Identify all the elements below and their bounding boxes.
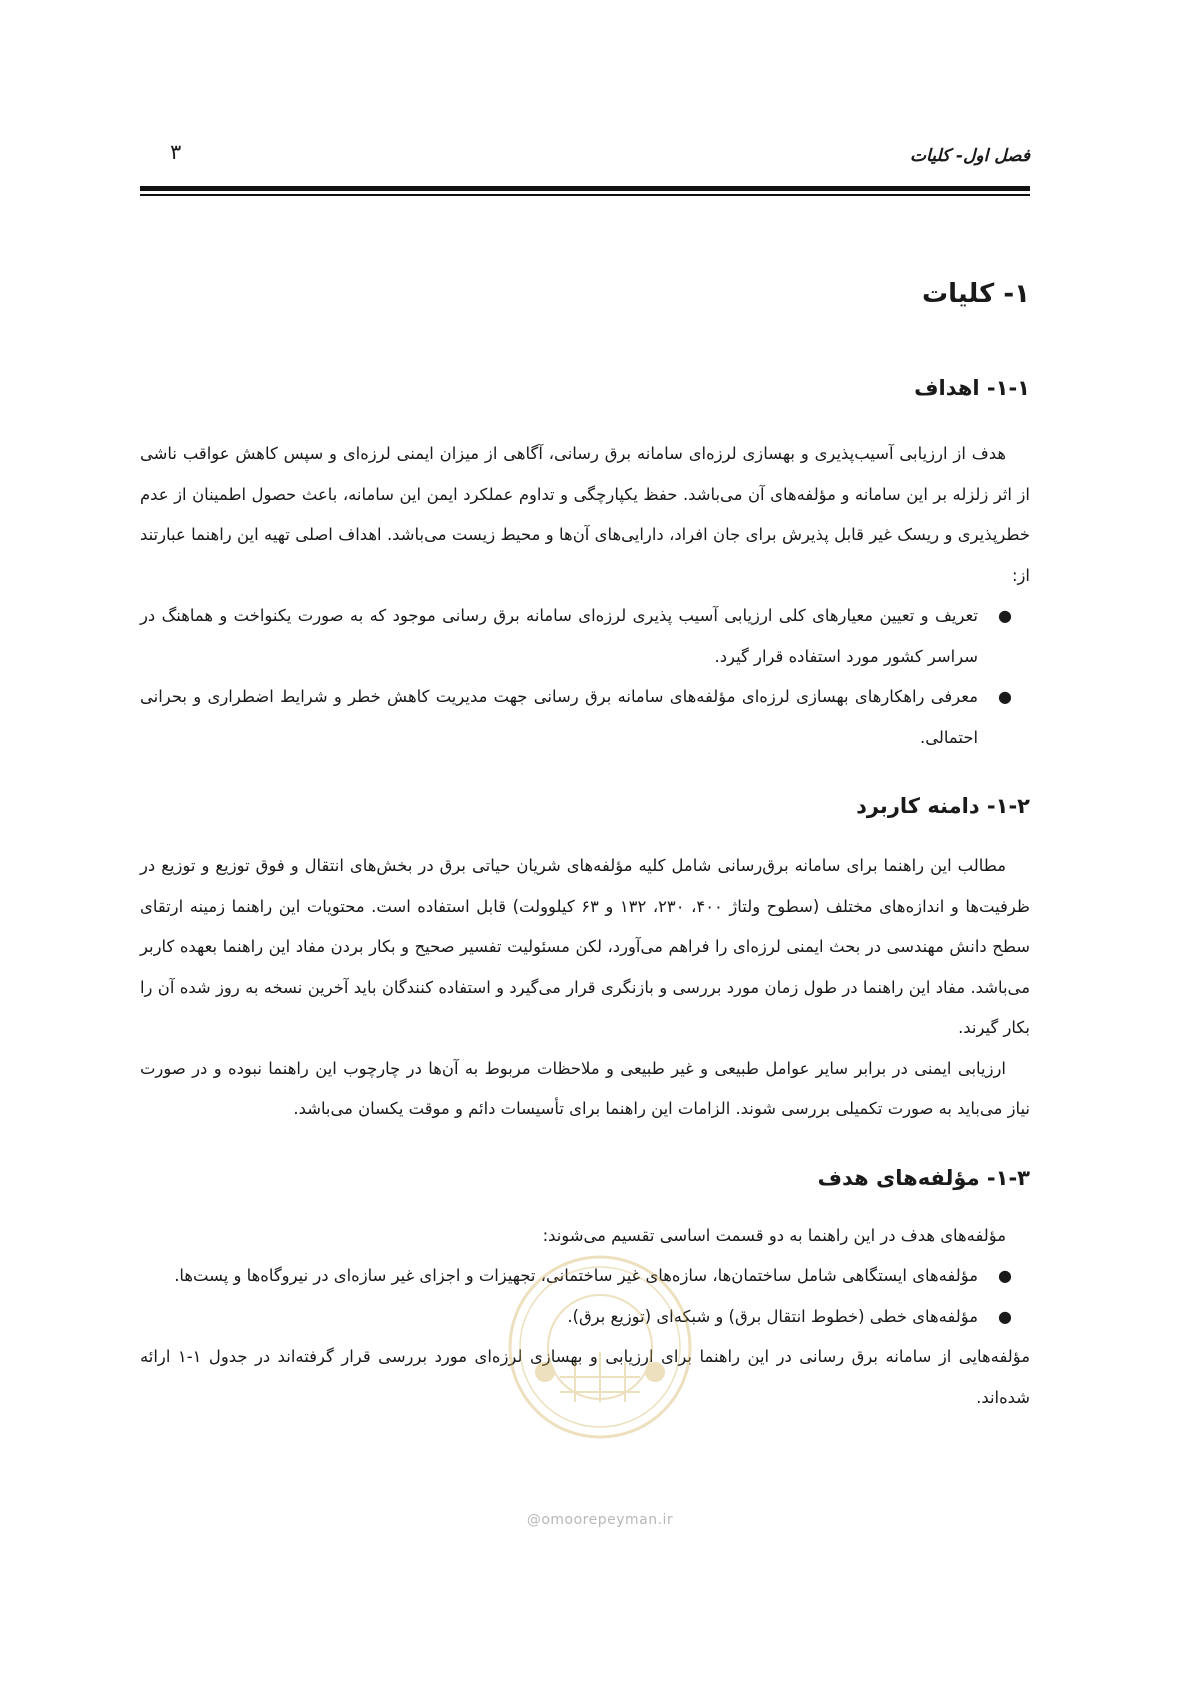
section-scope-title: ۱-۲- دامنه کاربرد xyxy=(856,794,1030,818)
target-intro-paragraph: مؤلفه‌های هدف در این راهنما به دو قسمت اساسی تقسیم می‌شوند: xyxy=(542,1225,1006,1245)
bullet-icon: ● xyxy=(998,606,1012,625)
running-title: فصل اول- کلیات xyxy=(910,146,1030,166)
objectives-paragraph: هدف از ارزیابی آسیب‌پذیری و بهسازی لرزه‌ای سامانه برق رسانی، آگاهی از میزان ایمنی لرزه‌ای و سپس کاهش عواقب ناشی از اثر زلزله بر این سامانه و مؤلفه‌های آن می‌باشد. حفظ یکپارچگی و تداوم عملکرد ایمن این سامانه، باعث حصول اطمینان از عدم خطرپذیری و ریسک غیر قابل پذیرش برای جان افراد، دارایی‌های آن‌ها و محیط زیست می‌باشد. اهداف اصلی تهیه این راهنما عبارتند از: xyxy=(140,444,1030,585)
list-item-text: مؤلفه‌های خطی (خطوط انتقال برق) و شبکه‌ای (توزیع برق). xyxy=(567,1306,978,1326)
list-item xyxy=(140,677,1030,758)
bullet-icon: ● xyxy=(998,1266,1012,1285)
chapter-title: ۱- کلیات xyxy=(922,279,1030,309)
scope-paragraph-2: ارزیابی ایمنی در برابر سایر عوامل طبیعی و غیر طبیعی و ملاحظات مربوط به آن‌ها در چارچوب این راهنما نبوده و در صورت نیاز می‌باید به صورت تکمیلی بررسی شوند. الزامات این راهنما برای تأسیسات دائم و موقت یکسان می‌باشد. xyxy=(140,1058,1030,1118)
list-item-text: معرفی راهکارهای بهسازی لرزه‌ای مؤلفه‌های سامانه برق رسانی جهت مدیریت کاهش خطر و شرایط اضطراری و بحرانی احتمالی. xyxy=(140,687,978,747)
page-header xyxy=(140,138,1030,178)
bullet-icon: ● xyxy=(998,1306,1012,1326)
bullet-icon: ● xyxy=(998,687,1012,706)
list-item xyxy=(140,596,1030,677)
objectives-bullet-list xyxy=(140,596,1030,758)
target-closing-paragraph: مؤلفه‌هایی از سامانه برق رسانی در این راهنما برای ارزیابی و بهسازی لرزه‌ای مورد بررسی قرار گرفته‌اند در جدول ۱-۱ ارائه شده‌اند. xyxy=(140,1347,1030,1407)
scope-paragraph-1: مطالب این راهنما برای سامانه برق‌رسانی شامل کلیه مؤلفه‌های شریان حیاتی برق در بخش‌های انتقال و فوق توزیع و توزیع در ظرفیت‌ها و اندازه‌های مختلف (سطوح ولتاژ ۴۰۰، ۲۳۰، ۱۳۲ و ۶۳ کیلوولت) قابل استفاده است. محتویات این راهنما زمینه ارتقای سطح دانش مهندسی در بحث ایمنی لرزه‌ای را فراهم می‌آورد، لکن مسئولیت تفسیر صحیح و بکار بردن مفاد این راهنما بعهده کاربر می‌باشد. مفاد این راهنما در طول زمان مورد بررسی و بازنگری قرار می‌گیرد و استفاده کنندگان باید آخرین نسخه به روز شده آن را بکار گیرند. xyxy=(140,856,1030,1037)
page-number: ۳ xyxy=(170,140,182,164)
list-item-text: مؤلفه‌های ایستگاهی شامل ساختمان‌ها، سازه‌های غیر ساختمانی، تجهیزات و اجزای غیر سازه‌ای در نیروگاه‌ها و پست‌ها. xyxy=(174,1266,978,1285)
list-item-text: تعریف و تعیین معیارهای کلی ارزیابی آسیب پذیری لرزه‌ای سامانه برق رسانی موجود که به صورت یکنواخت و هماهنگ در سراسر کشور مورد استفاده قرار گیرد. xyxy=(140,606,978,666)
header-rule-thick xyxy=(140,186,1030,191)
header-rule-thin xyxy=(140,194,1030,196)
watermark-url: @omoorepeyman.ir xyxy=(526,1512,674,1528)
section-objectives-title: ۱-۱- اهداف xyxy=(914,376,1030,400)
page-content xyxy=(140,270,1030,1418)
section-target-components-title: ۱-۳- مؤلفه‌های هدف xyxy=(817,1165,1030,1190)
seal-watermark-icon xyxy=(505,1252,695,1442)
